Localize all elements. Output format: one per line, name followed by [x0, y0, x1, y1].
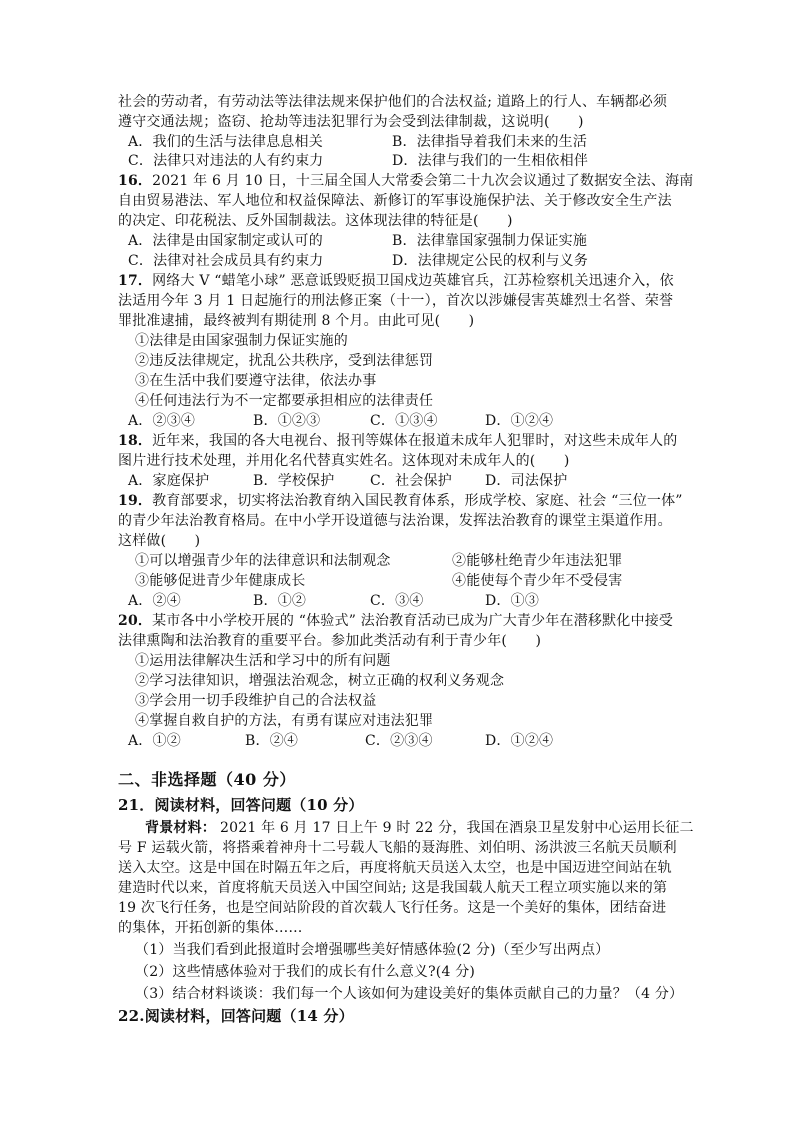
text-line: B．①②	[253, 593, 307, 609]
text-line: D．司法保护	[485, 473, 568, 489]
text-line: ③学会用一切手段维护自己的合法权益	[135, 693, 377, 709]
text-line: A．②③④	[128, 413, 196, 429]
text-line: ①法律是由国家强制力保证实施的	[135, 333, 348, 349]
text-line: 法适用今年 3 月 1 日起施行的刑法修正案（十一），首次以涉嫌侵害英雄烈士名誉、荣誉	[118, 293, 674, 309]
question-text: 教育部要求，切实将法治教育纳入国民教育体系，形成学校、家庭、社会 “三位一体”	[152, 493, 683, 509]
text-line: 2021 年 6 月 17 日上午 9 时 22 分，我国在酒泉卫星发射中心运用长征二	[220, 820, 694, 836]
question-text: 某市各中小学校开展的 “体验式” 法治教育活动已成为广大青少年在潜移默化中接受	[152, 613, 674, 629]
text-line: C．法律对社会成员具有约束力	[128, 253, 324, 269]
question-text: 网络大 V “蜡笔小球” 恶意诋毁贬损卫国戍边英雄官兵，江苏检察机关迅速介入，依	[152, 273, 674, 289]
text-line: C．①③④	[370, 413, 438, 429]
text-line: ④掌握自救自护的方法，有勇有谋应对违法犯罪	[135, 713, 434, 729]
text-line: 的青少年法治教育格局。在中小学开设道德与法治课，发挥法治教育的课堂主渠道作用。	[118, 513, 672, 529]
text-line: 二、非选择题（40 分）	[118, 770, 296, 789]
text-line: C．②③④	[365, 733, 433, 749]
text-line: B．学校保护	[253, 473, 335, 489]
text-line: 遵守交通法规；盗窃、抢劫等违法犯罪行为会受到法律制裁，这说明( )	[118, 114, 584, 130]
text-line: （1）当我们看到此报道时会增强哪些美好情感体验(2 分)（至少写出两点）	[135, 942, 610, 958]
text-line: （2）这些情感体验对于我们的成长有什么意义?(4 分)	[135, 964, 476, 980]
text-line: A．②④	[128, 593, 181, 609]
text-line: C．③④	[370, 593, 424, 609]
text-line: 图片进行技术处理，并用化名代替真实姓名。这体现对未成年人的( )	[118, 453, 570, 469]
text-line: 罪批准逮捕，最终被判有期徒刑 8 个月。由此可见( )	[118, 313, 475, 329]
text-line: D．法律规定公民的权利与义务	[392, 253, 589, 269]
text-line: 这样做( )	[118, 533, 201, 549]
question-text: 2021 年 6 月 10 日，十三届全国人大常委会第二十九次会议通过了数据安全法、海南	[152, 173, 694, 189]
text-line: 送入太空。这是中国在时隔五年之后，再度将航天员送入太空，也是中国迈进空间站在轨	[118, 860, 672, 876]
text-line: ③在生活中我们要遵守法律，依法办事	[135, 373, 377, 389]
text-line: 的集体，开拓创新的集体……	[118, 920, 303, 936]
text-line	[118, 431, 678, 451]
text-line: D．①②④	[485, 733, 554, 749]
question-text: 近年来，我国的各大电视台、报刊等媒体在报道未成年人犯罪时，对这些未成年人的	[152, 433, 678, 449]
text-line: ②学习法律知识，增强法治观念，树立正确的权利义务观念	[135, 673, 505, 689]
question-number: 18．	[118, 433, 153, 449]
text-line: ②能够杜绝青少年违法犯罪	[452, 553, 623, 569]
text-line: 号 F 运载火箭，将搭乘着神舟十二号载人飞船的聂海胜、刘伯明、汤洪波三名航天员顺利	[118, 840, 677, 856]
text-line: 自由贸易港法、军人地位和权益保障法、新修订的军事设施保护法、关于修改安全生产法	[118, 193, 672, 209]
text-line	[118, 611, 673, 631]
text-line: D．①②④	[485, 413, 554, 429]
text-line: A．①②	[128, 733, 181, 749]
text-line	[118, 271, 674, 291]
text-line: A．法律是由国家制定或认可的	[128, 233, 323, 249]
text-line: 社会的劳动者，有劳动法等法律法规来保护他们的合法权益; 道路上的行人、车辆都必须	[118, 94, 668, 110]
text-line	[118, 491, 683, 511]
text-line: ④任何违法行为不一定都要承担相应的法律责任	[135, 393, 434, 409]
text-line: 法律熏陶和法治教育的重要平台。参加此类活动有利于青少年( )	[118, 633, 542, 649]
text-line: 的决定、印花税法、反外国制裁法。这体现法律的特征是( )	[118, 213, 513, 229]
text-line: D．①③	[485, 593, 540, 609]
text-line	[118, 171, 694, 191]
question-number: 16．	[118, 173, 153, 189]
text-line: 21．阅读材料，回答问题（10 分）	[118, 796, 364, 814]
text-line: 22.阅读材料，回答问题（14 分）	[118, 1007, 354, 1025]
text-line: B．法律指导着我们未来的生活	[392, 134, 588, 150]
text-line: C．法律只对违法的人有约束力	[128, 153, 324, 169]
text-line: ②违反法律规定，扰乱公共秩序，受到法律惩罚	[135, 353, 434, 369]
text-line: B．②④	[245, 733, 299, 749]
text-line: D．法律与我们的一生相依相伴	[392, 153, 589, 169]
text-line: A．家庭保护	[128, 473, 210, 489]
text-line: ①运用法律解决生活和学习中的所有问题	[135, 653, 391, 669]
question-number: 17．	[118, 273, 153, 289]
question-number: 20．	[118, 613, 153, 629]
question-number: 19．	[118, 493, 153, 509]
text-line: ①可以增强青少年的法律意识和法制观念	[135, 553, 391, 569]
text-line: （3）结合材料谈谈：我们每一个人该如何为建设美好的集体贡献自己的力量？（4 分）	[135, 986, 684, 1002]
text-line: B．法律靠国家强制力保证实施	[392, 233, 588, 249]
text-line: 建造时代以来，首度将航天员送入中国空间站; 这是我国载人航天工程立项实施以来的第	[118, 880, 668, 896]
text-line: B．①②③	[253, 413, 321, 429]
text-line: ③能够促进青少年健康成长	[135, 573, 306, 589]
text-line: C．社会保护	[370, 473, 452, 489]
text-line: 19 次飞行任务，也是空间站阶段的首次载人飞行任务。这是一个美好的集体，团结奋进	[118, 900, 667, 916]
text-line: A．我们的生活与法律息息相关	[128, 134, 323, 150]
text-line: ④能使每个青少年不受侵害	[452, 573, 623, 589]
text-line: 背景材料：	[145, 820, 216, 836]
